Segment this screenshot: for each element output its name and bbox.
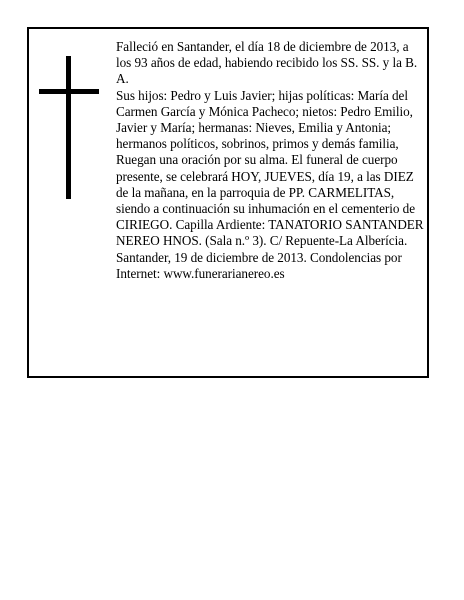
latin-cross-icon	[39, 56, 99, 199]
cross-horizontal-bar	[39, 89, 99, 94]
family-list: Sus hijos: Pedro y Luis Javier; hijas políticas: María del Carmen García y Mónica Pacheco; nietos: Pedro Emilio, Javier y María; hermanas: Nieves, Emilia y Antonia; hermanos políticos, sobrinos, primos y demás familia,	[116, 87, 413, 152]
funeral-details: Ruegan una oración por su alma. El funeral de cuerpo presente, se celebrará HOY, JUEVES, día 19, a las DIEZ de la mañana, en la parroquia de PP. CARMELITAS, siendo a continuación su inhumación en el cementerio de CIRIEGO. Capilla Ardiente: TANATORIO SANTANDER NEREO HNOS. (Sala n.º 3). C/ Repuente-La Alberícia.	[116, 152, 424, 249]
notice-body	[116, 39, 424, 282]
date-and-condolences: Santander, 19 de diciembre de 2013. Condolencias por Internet: www.funerarianereo.es	[116, 249, 402, 281]
obituary-notice	[27, 27, 429, 378]
death-announcement: Falleció en Santander, el día 18 de diciembre de 2013, a los 93 años de edad, habiendo recibido los SS. SS. y la B. A.	[116, 39, 418, 87]
cross-vertical-bar	[66, 56, 71, 199]
